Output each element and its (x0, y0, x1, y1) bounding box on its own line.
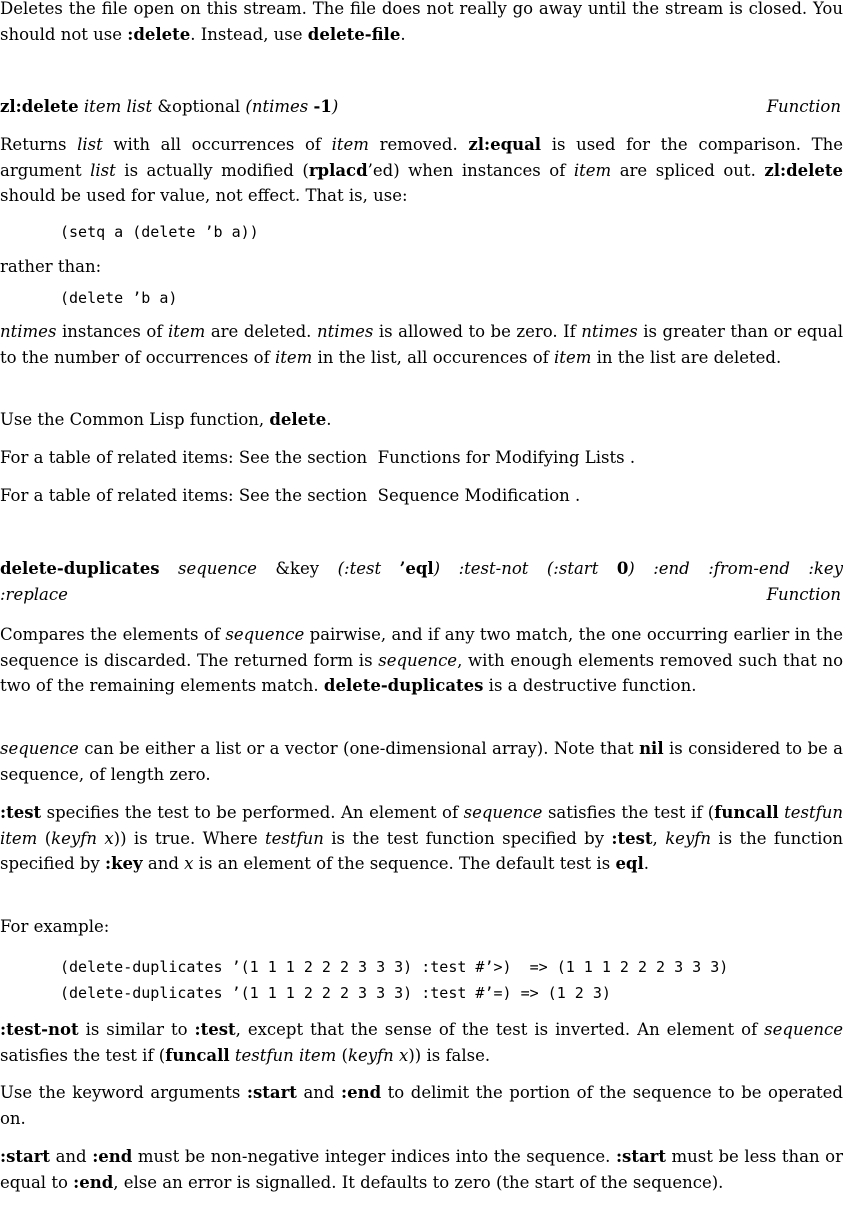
arg-item: item (573, 160, 612, 180)
keyword-test-not: :test-not (0, 1020, 79, 1039)
keyword-end: :end (341, 1083, 382, 1102)
text: is used for the comparison. The argument (0, 135, 843, 180)
text: Use the keyword arguments (0, 1083, 247, 1102)
keyword-test: :test (0, 803, 42, 822)
text: satisfies the test if ( (0, 1045, 166, 1065)
text: , with enough elements removed such that no two of the remaining elements match. (0, 650, 843, 695)
related-items-1 (0, 445, 843, 471)
arg-test: (:test (337, 559, 382, 578)
keyword-start: :start (246, 1083, 297, 1102)
arg-x: x (184, 854, 194, 873)
link-sequence-modification[interactable]: Sequence Modification (377, 486, 570, 505)
text: is allowed to be zero. If (373, 322, 582, 341)
arg-test-default: ’eql (399, 559, 434, 578)
function-kind-label: Function (766, 584, 841, 604)
text: and (142, 854, 185, 873)
text: is an element of the sequence. The default test is (193, 854, 616, 873)
text: specifies the test to be performed. An element of (41, 803, 464, 822)
arg-testfun-item: testfun item (0, 803, 843, 848)
arg-close: ) (628, 559, 635, 578)
text: . (326, 410, 332, 429)
keyword-zl-delete: zl:delete (764, 160, 843, 180)
intro-text: Deletes the file open on this stream. The file does not really go away until the stream is closed. You should not use (0, 0, 843, 44)
text: is similar to (78, 1020, 195, 1039)
keyword-test: :test (194, 1020, 236, 1039)
code-example: (delete-duplicates ’(1 1 1 2 2 2 3 3 3) :test #’=) => (1 2 3) (60, 984, 611, 1002)
text: instances of (56, 322, 168, 341)
ntimes-paragraph (0, 319, 843, 370)
keyword-delete: :delete (127, 24, 191, 44)
function-name: delete-duplicates (0, 559, 160, 578)
text: ( (336, 1045, 348, 1065)
keyword-delete-duplicates: delete-duplicates (323, 676, 484, 695)
arg-item: item (331, 135, 369, 154)
arg-replace: :replace (0, 584, 68, 604)
text: must be non-negative integer indices into the sequence. (132, 1147, 616, 1166)
optional-keyword: &optional (157, 97, 241, 116)
intro-paragraph (0, 0, 843, 47)
arg-sequence: sequence (463, 803, 543, 822)
keyword-nil: nil (639, 739, 664, 758)
delete-duplicates-header (0, 556, 843, 608)
text: satisfies the test if ( (542, 803, 715, 822)
text: Returns (0, 135, 78, 154)
text: is considered to be a sequence, of length zero. (0, 739, 843, 784)
optional-default: -1 (313, 97, 332, 116)
keyword-eql: eql (615, 854, 644, 873)
function-name: zl:delete (0, 97, 79, 116)
sequence-types-paragraph (0, 736, 843, 787)
text: is greater than or equal to the number of occurrences of (0, 322, 843, 367)
function-kind-label: Function (766, 97, 841, 116)
intro-text: . Instead, use (190, 24, 308, 44)
arg-keyfn: keyfn (665, 828, 712, 848)
arg-keyfn-x: keyfn x (347, 1045, 409, 1065)
text: , except that the sense of the test is inverted. An element of (235, 1020, 765, 1039)
text: to delimit the portion of the sequence to be operated on. (0, 1083, 843, 1128)
text: pairwise, and if any two match, the one occurring earlier in the sequence is discarded. The returned form is (0, 625, 843, 670)
use-common-lisp-text (0, 407, 843, 433)
text: , (652, 828, 666, 848)
code-example: (delete ’b a) (60, 289, 178, 307)
for-example-text: For example: (0, 917, 110, 936)
arg-start-default: 0 (616, 559, 629, 578)
arg-sequence: sequence (225, 625, 305, 644)
text: is the test function specified by (323, 828, 612, 848)
arg-sequence: sequence (178, 559, 257, 578)
rather-than-text: rather than: (0, 257, 102, 276)
link-functions-for-modifying-lists[interactable]: Functions for Modifying Lists (377, 448, 625, 467)
zl-delete-description (0, 132, 843, 209)
text: )) is false. (408, 1045, 491, 1065)
text: . (575, 486, 581, 505)
keyword-funcall: funcall (165, 1045, 230, 1065)
optional-close: ) (331, 97, 339, 116)
arg-from-end: :from-end (708, 559, 790, 578)
arg-item: item (554, 347, 592, 367)
text: is actually modified ( (115, 160, 309, 180)
test-not-paragraph (0, 1017, 843, 1068)
key-keyword: &key (275, 559, 320, 578)
keyword-key: :key (105, 854, 143, 873)
start-end-constraints-paragraph (0, 1144, 843, 1195)
start-end-paragraph (0, 1080, 843, 1131)
arg-sequence: sequence (378, 650, 458, 670)
keyword-zl-equal: zl:equal (468, 135, 542, 154)
text: . (629, 448, 636, 467)
keyword-start: :start (0, 1147, 51, 1166)
arg-item: item (274, 347, 313, 367)
arg-list: list (90, 160, 116, 180)
text: are deleted. (205, 322, 317, 341)
text: in the list, all occurences of (312, 347, 555, 367)
text: in the list are deleted. (591, 347, 782, 367)
text: must be less than or equal to (0, 1147, 843, 1192)
delete-duplicates-description (0, 622, 843, 699)
related-items-2 (0, 483, 843, 509)
text: with all occurrences of (102, 135, 332, 154)
text: Use the Common Lisp function, (0, 410, 270, 429)
arg-test-not: :test-not (458, 559, 529, 578)
text: ’ed) when instances of (367, 160, 574, 180)
text: )) is true. Where (113, 828, 265, 848)
optional-arg: (ntimes (245, 97, 309, 116)
keyword-end: :end (73, 1172, 114, 1192)
test-paragraph (0, 800, 843, 877)
arg-close: ) (433, 559, 441, 578)
arg-testfun: testfun (265, 828, 324, 848)
keyword-delete: delete (269, 410, 327, 429)
code-example: (delete-duplicates ’(1 1 1 2 2 2 3 3 3) :test #’>) => (1 1 1 2 2 2 3 3 3) (60, 958, 729, 976)
text: For a table of related items: See the section (0, 486, 368, 505)
text: , else an error is signalled. It defaults to zero (the start of the sequence). (113, 1172, 724, 1192)
function-args: item list (83, 97, 153, 116)
header-line-2 (0, 582, 843, 608)
arg-end: :end (653, 559, 690, 578)
keyword-rplacd: rplacd (308, 160, 368, 180)
arg-item: item (167, 322, 206, 341)
keyword-funcall: funcall (714, 803, 779, 822)
arg-ntimes: ntimes (581, 322, 638, 341)
text: and (296, 1083, 342, 1102)
arg-keyfn-x: keyfn x (51, 828, 114, 848)
code-example: (setq a (delete ’b a)) (60, 223, 259, 241)
header-line-1 (0, 556, 843, 582)
text: is a destructive function. (483, 676, 697, 695)
keyword-start: :start (615, 1147, 666, 1166)
text: can be either a list or a vector (one-dimensional array). Note that (78, 739, 640, 758)
arg-list: list (77, 135, 103, 154)
arg-key: :key (808, 559, 843, 578)
text: ( (37, 828, 52, 848)
intro-text: . (400, 24, 406, 44)
arg-ntimes: ntimes (0, 322, 57, 341)
zl-delete-header (0, 94, 843, 120)
text: and (50, 1147, 93, 1166)
text: removed. (368, 135, 469, 154)
text: is the function specified by (0, 828, 843, 873)
arg-testfun-item: testfun item (234, 1045, 337, 1065)
text: should be used for value, not effect. That is, use: (0, 186, 408, 205)
text: Compares the elements of (0, 625, 226, 644)
keyword-end: :end (92, 1147, 133, 1166)
arg-start: (:start (546, 559, 599, 578)
text: are spliced out. (611, 160, 765, 180)
arg-sequence: sequence (0, 739, 79, 758)
arg-ntimes: ntimes (316, 322, 374, 341)
text: . (643, 854, 649, 873)
arg-sequence: sequence (764, 1020, 843, 1039)
keyword-test: :test (611, 828, 653, 848)
keyword-delete-file: delete-file (307, 24, 401, 44)
text: For a table of related items: See the section (0, 448, 368, 467)
